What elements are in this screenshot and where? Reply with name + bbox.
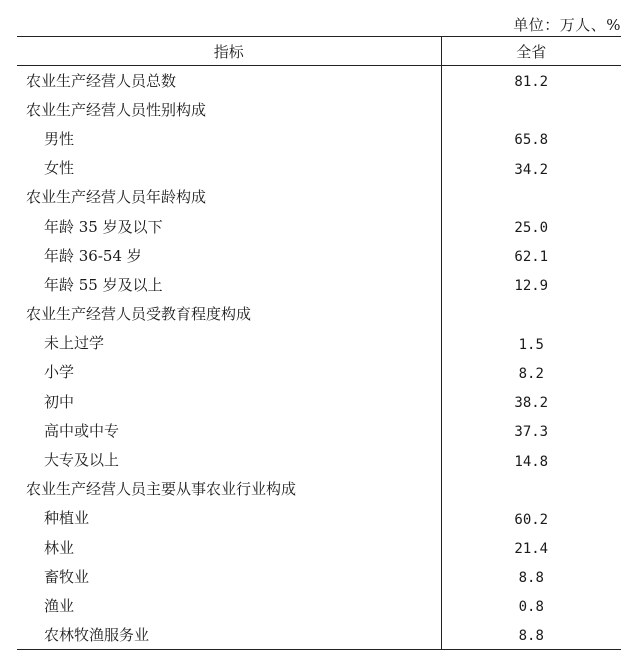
table-row — [17, 620, 621, 649]
table-row — [17, 66, 621, 95]
row-label: 畜牧业 — [17, 562, 441, 591]
row-value — [441, 299, 621, 328]
row-value: 12.9 — [514, 278, 549, 295]
row-value: 1.5 — [518, 336, 544, 353]
row-value: 21.4 — [514, 541, 549, 558]
row-label: 农业生产经营人员总数 — [17, 66, 441, 95]
row-value: 14.8 — [514, 453, 549, 470]
table-row — [17, 474, 621, 503]
row-value: 34.2 — [514, 161, 549, 178]
row-value: 8.2 — [518, 365, 544, 382]
header-province: 全省 — [441, 37, 621, 66]
table-row — [17, 211, 621, 240]
unit-note: 单位：万人、% — [513, 16, 621, 34]
row-label: 农业生产经营人员性别构成 — [17, 95, 441, 124]
row-value — [441, 182, 621, 211]
table-row — [17, 153, 621, 182]
row-label: 农业生产经营人员年龄构成 — [17, 182, 441, 211]
row-value: 65.8 — [514, 132, 549, 149]
row-label: 初中 — [17, 387, 441, 416]
row-label: 男性 — [17, 124, 441, 153]
table-row — [17, 270, 621, 299]
header-indicator: 指标 — [17, 37, 441, 66]
row-value: 37.3 — [514, 424, 549, 441]
row-label: 农业生产经营人员受教育程度构成 — [17, 299, 441, 328]
table-row — [17, 533, 621, 562]
table-row — [17, 95, 621, 124]
table-row — [17, 357, 621, 386]
row-value: 60.2 — [514, 511, 549, 528]
table-row — [17, 241, 621, 270]
table-row — [17, 387, 621, 416]
row-label: 高中或中专 — [17, 416, 441, 445]
row-value: 0.8 — [518, 599, 544, 616]
statistics-table — [17, 36, 621, 650]
table-row — [17, 445, 621, 474]
table-row — [17, 503, 621, 532]
row-label: 小学 — [17, 357, 441, 386]
row-label: 年龄 55 岁及以上 — [17, 270, 441, 299]
row-value: 25.0 — [514, 220, 549, 237]
table-row — [17, 124, 621, 153]
table-body — [17, 66, 621, 650]
row-label: 渔业 — [17, 591, 441, 620]
row-value: 38.2 — [514, 395, 549, 412]
row-label: 未上过学 — [17, 328, 441, 357]
row-value — [441, 474, 621, 503]
row-value: 8.8 — [518, 570, 544, 587]
row-label: 年龄 36-54 岁 — [17, 241, 441, 270]
row-label: 女性 — [17, 153, 441, 182]
table-row — [17, 416, 621, 445]
table-header — [17, 37, 621, 66]
row-value: 62.1 — [514, 249, 549, 266]
row-label: 林业 — [17, 533, 441, 562]
table-row — [17, 299, 621, 328]
row-value: 8.8 — [441, 620, 621, 649]
row-label: 种植业 — [17, 503, 441, 532]
row-label: 年龄 35 岁及以下 — [17, 211, 441, 240]
table-row — [17, 591, 621, 620]
row-label: 农林牧渔服务业 — [17, 620, 441, 649]
row-value — [441, 95, 621, 124]
row-value: 81.2 — [514, 74, 549, 91]
table-row — [17, 182, 621, 211]
row-label: 大专及以上 — [17, 445, 441, 474]
header-row — [17, 37, 621, 66]
row-label: 农业生产经营人员主要从事农业行业构成 — [17, 474, 441, 503]
table-row — [17, 328, 621, 357]
table-row — [17, 562, 621, 591]
